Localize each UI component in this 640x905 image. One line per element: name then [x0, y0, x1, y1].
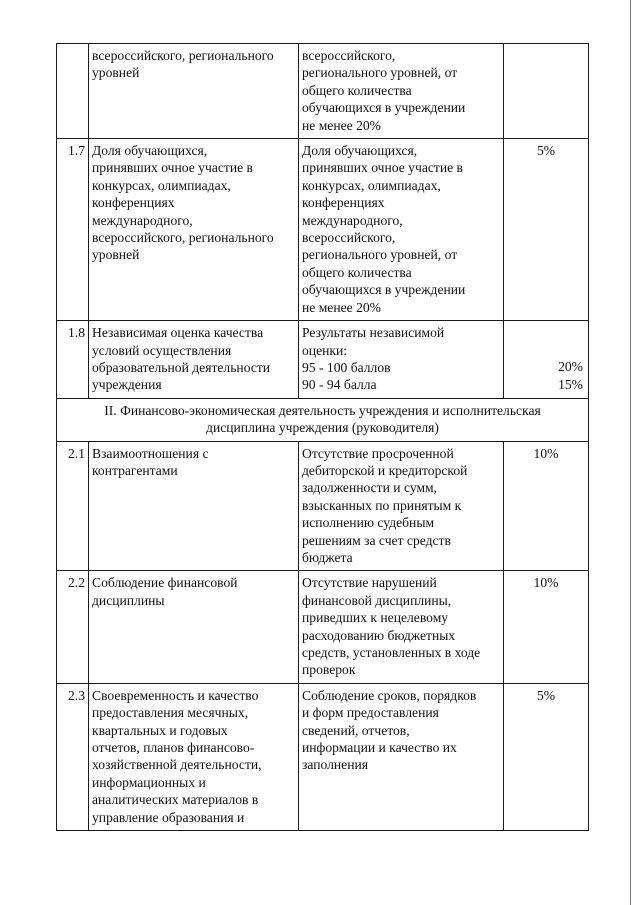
grade-value: 15% — [558, 376, 583, 392]
table-row — [57, 571, 589, 683]
table-row — [57, 139, 589, 321]
text-line: международного, — [92, 212, 193, 228]
text-line: Отсутствие нарушений — [302, 575, 437, 591]
text-line: исполнению судебным — [302, 515, 435, 531]
value-cell: 10% — [504, 441, 589, 571]
text-line: аналитических материалов в — [92, 792, 259, 808]
grade-value: 20% — [558, 359, 583, 375]
indicator-name-cell — [89, 441, 299, 571]
text-line: предоставления месячных, — [92, 705, 249, 721]
text-line: и форм предоставления — [302, 705, 439, 721]
text-line: информации и качество их — [302, 740, 457, 756]
value-cell: 5% — [504, 683, 589, 830]
text-line: не менее 20% — [302, 117, 382, 133]
text-line: Независимая оценка качества — [92, 325, 264, 341]
indicator-name-cell — [89, 683, 299, 830]
text-line: международного, — [302, 212, 403, 228]
text-line: хозяйственной деятельности, — [92, 757, 262, 773]
text-line: Соблюдение сроков, порядков — [302, 687, 477, 703]
text-line: обучающихся в учреждении — [302, 100, 466, 116]
section-heading-line: дисциплина учреждения (руководителя) — [206, 420, 439, 436]
criterion-cell — [299, 139, 504, 321]
indicator-name-cell — [89, 321, 299, 399]
text-line: Доля обучающихся, — [302, 143, 418, 159]
value-cell: 5% — [504, 139, 589, 321]
text-line: Отсутствие просроченной — [302, 445, 454, 461]
row-number-cell: 2.2 — [57, 571, 89, 683]
table-row — [57, 683, 589, 830]
table-row — [57, 441, 589, 571]
criterion-cell — [299, 441, 504, 571]
text-line: Соблюдение финансовой — [92, 575, 238, 591]
page-edge-line — [630, 0, 631, 905]
grade-label: 95 - 100 баллов — [302, 359, 391, 375]
text-line: регионального уровней, от — [302, 247, 458, 263]
section-heading — [57, 398, 589, 441]
row-number-cell: 2.1 — [57, 441, 89, 571]
text-line: образовательной деятельности — [92, 359, 271, 375]
text-line: взысканных по принятым к — [302, 497, 462, 513]
text-line: заполнения — [302, 757, 369, 773]
criterion-cell — [299, 44, 504, 139]
text-line: обучающихся в учреждении — [302, 282, 466, 298]
text-line: отчетов, планов финансово- — [92, 740, 255, 756]
text-line: расходованию бюджетных — [302, 627, 456, 643]
text-line: регионального уровней, от — [302, 65, 458, 81]
text-line: конкурсах, олимпиадах, — [302, 177, 441, 193]
text-line: дисциплины — [92, 592, 165, 608]
table-row — [57, 321, 589, 399]
text-line: решениям за счет средств — [302, 532, 451, 548]
text-line: квартальных и годовых — [92, 722, 228, 738]
criterion-cell — [299, 321, 504, 399]
row-number-cell: 1.8 — [57, 321, 89, 399]
text-line: не менее 20% — [302, 299, 382, 315]
text-line: уровней — [92, 247, 140, 263]
text-line: условий осуществления — [92, 342, 232, 358]
row-number-cell — [57, 44, 89, 139]
grade-label: 90 - 94 балла — [302, 377, 377, 393]
text-line: Взаимоотношения с — [92, 445, 209, 461]
text-line: принявших очное участие в — [92, 160, 253, 176]
text-line: дебиторской и кредиторской — [302, 462, 468, 478]
text-line: Доля обучающихся, — [92, 143, 208, 159]
text-line: Результаты независимой — [302, 325, 445, 341]
text-line: задолженности и сумм, — [302, 480, 438, 496]
text-line: приведших к нецелевому — [302, 610, 449, 626]
text-line: всероссийского, регионального — [92, 48, 274, 63]
text-line: всероссийского, — [302, 230, 396, 246]
text-line: бюджета — [302, 549, 353, 565]
indicator-name-cell — [89, 139, 299, 321]
section-heading-line: II. Финансово-экономическая деятельность учреждения и исполнительская — [104, 402, 541, 418]
text-line: проверок — [302, 662, 356, 678]
text-line: уровней — [92, 65, 140, 81]
text-line: конкурсах, олимпиадах, — [92, 177, 231, 193]
row-number-cell: 2.3 — [57, 683, 89, 830]
text-line: всероссийского, — [302, 48, 396, 63]
value-cell: 10% — [504, 571, 589, 683]
criteria-table — [56, 43, 589, 831]
text-line: Своевременность и качество — [92, 687, 259, 703]
text-line: конференциях — [92, 195, 175, 211]
text-line: средств, установленных в ходе — [302, 645, 481, 660]
text-line: сведений, отчетов, — [302, 722, 410, 738]
table-row — [57, 44, 589, 139]
text-line: информационных и — [92, 774, 206, 790]
text-line: контрагентами — [92, 462, 178, 478]
text-line: оценки: — [302, 342, 348, 358]
indicator-name-cell — [89, 571, 299, 683]
criterion-cell — [299, 683, 504, 830]
text-line: финансовой дисциплины, — [302, 592, 452, 608]
row-number-cell: 1.7 — [57, 139, 89, 321]
table-row — [57, 398, 589, 441]
text-line: всероссийского, регионального — [92, 230, 274, 246]
text-line: общего количества — [302, 82, 412, 98]
value-cell — [504, 321, 589, 399]
text-line: учреждения — [92, 377, 162, 393]
text-line: конференциях — [302, 195, 385, 211]
indicator-name-cell — [89, 44, 299, 139]
text-line: общего количества — [302, 264, 412, 280]
text-line: управление образования и — [92, 809, 245, 825]
value-cell — [504, 44, 589, 139]
criterion-cell — [299, 571, 504, 683]
text-line: принявших очное участие в — [302, 160, 463, 176]
